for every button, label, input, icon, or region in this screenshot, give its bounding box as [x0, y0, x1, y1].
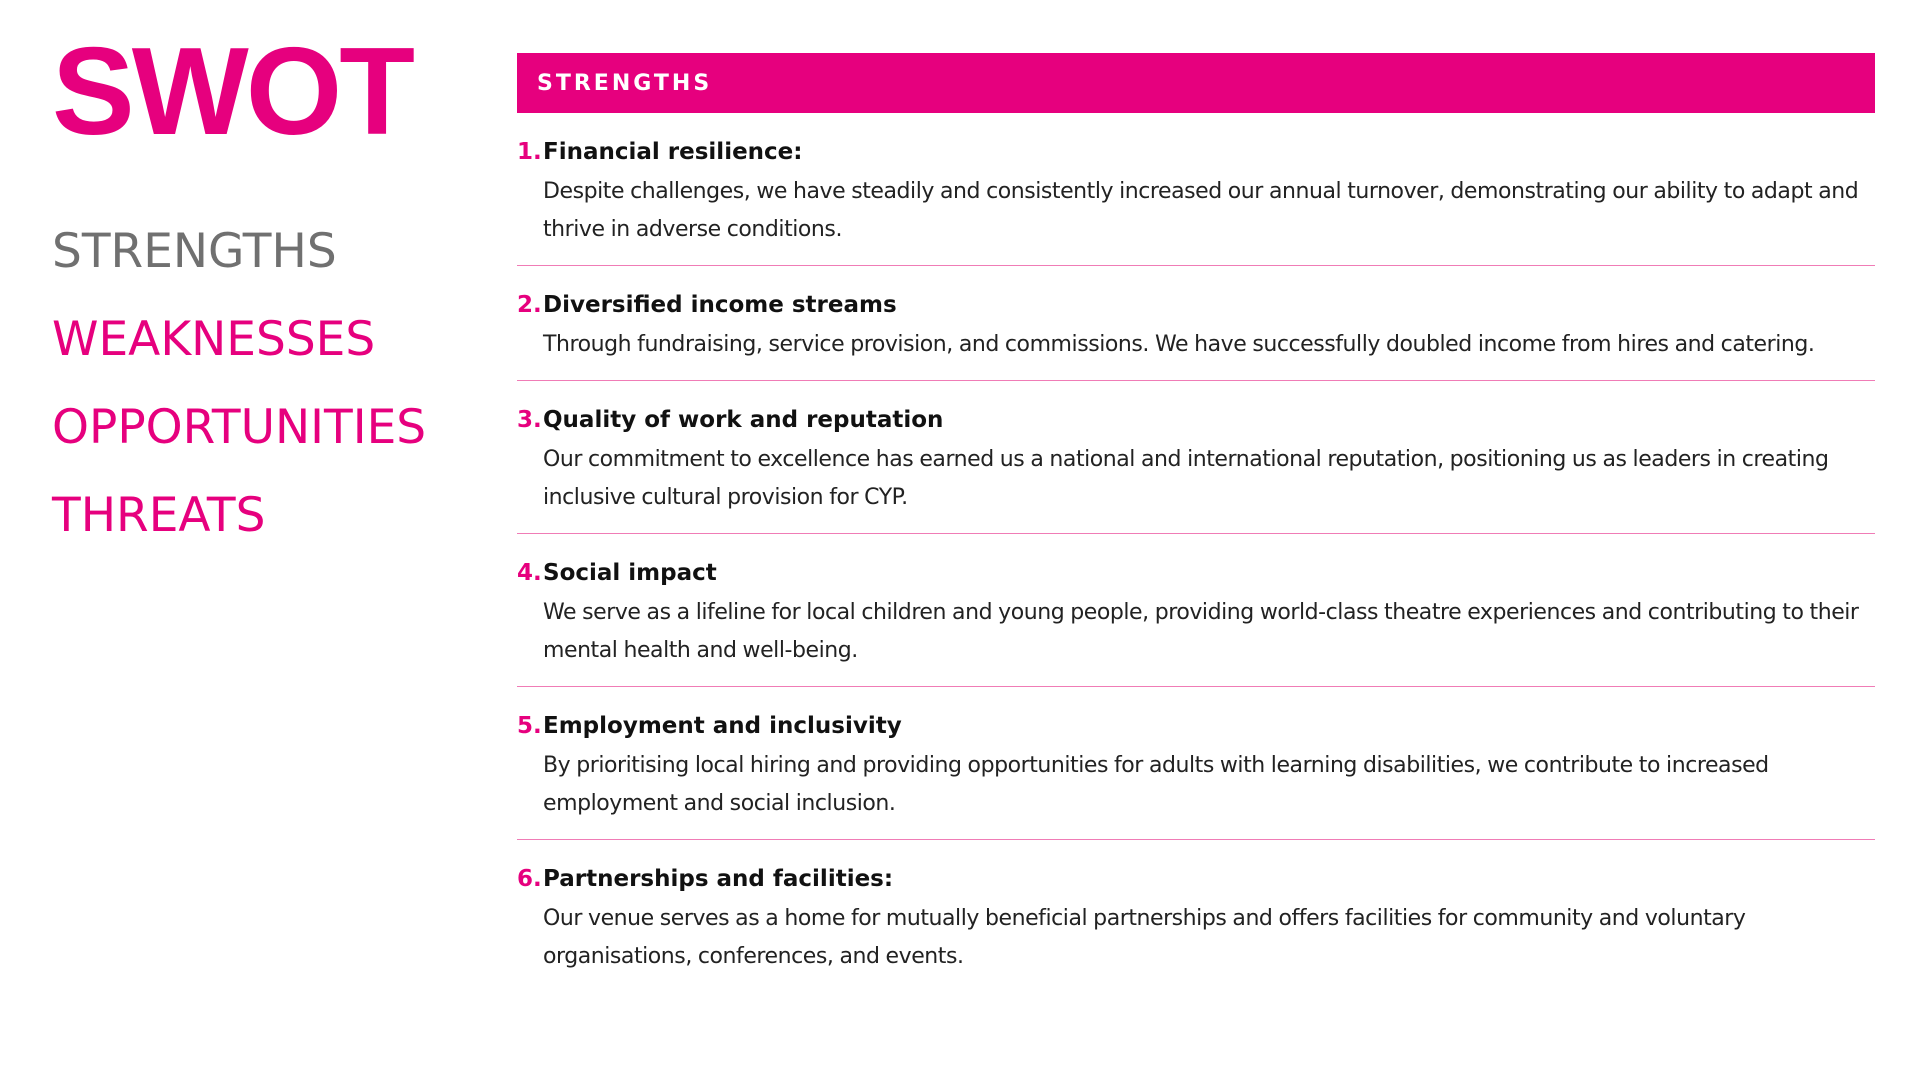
item-title: Quality of work and reputation [543, 407, 944, 433]
nav-item-opportunities[interactable]: OPPORTUNITIES [52, 400, 427, 455]
page-title: SWOT [52, 23, 412, 161]
item-number: 1. [517, 139, 542, 165]
item-title: Social impact [543, 560, 717, 586]
item-body: We serve as a lifeline for local children and young people, providing world-class theatre experiences and contributing to their mental health and well-being. [543, 600, 1859, 663]
list-item [517, 113, 1875, 266]
section-heading: STRENGTHS [537, 70, 713, 96]
list-item [517, 687, 1875, 840]
item-body: Our venue serves as a home for mutually beneficial partnerships and offers facilities for community and voluntary organisations, conferences, and events. [543, 906, 1746, 969]
nav-item-threats[interactable]: THREATS [52, 488, 266, 543]
strengths-list [517, 113, 1875, 992]
item-title: Employment and inclusivity [543, 713, 902, 739]
item-number: 6. [517, 866, 542, 892]
item-body: Despite challenges, we have steadily and consistently increased our annual turnover, demonstrating our ability to adapt and thrive in adverse conditions. [543, 179, 1859, 242]
item-title: Diversified income streams [543, 292, 897, 318]
item-title: Partnerships and facilities: [543, 866, 894, 892]
list-item [517, 534, 1875, 687]
nav-item-weaknesses[interactable]: WEAKNESSES [52, 312, 376, 367]
list-item [517, 266, 1875, 381]
nav-item-strengths[interactable]: STRENGTHS [52, 224, 337, 279]
item-number: 5. [517, 713, 542, 739]
item-number: 4. [517, 560, 542, 586]
item-number: 3. [517, 407, 542, 433]
section-banner [517, 53, 1875, 113]
item-body: Through fundraising, service provision, and commissions. We have successfully doubled income from hires and catering. [543, 332, 1815, 357]
swot-nav [52, 208, 426, 560]
item-title: Financial resilience: [543, 139, 803, 165]
item-body: Our commitment to excellence has earned us a national and international reputation, positioning us as leaders in creating inclusive cultural provision for CYP. [543, 447, 1829, 510]
item-body: By prioritising local hiring and providing opportunities for adults with learning disabilities, we contribute to increased employment and social inclusion. [543, 753, 1769, 816]
item-number: 2. [517, 292, 542, 318]
list-item [517, 840, 1875, 992]
list-item [517, 381, 1875, 534]
strengths-panel [517, 53, 1875, 992]
